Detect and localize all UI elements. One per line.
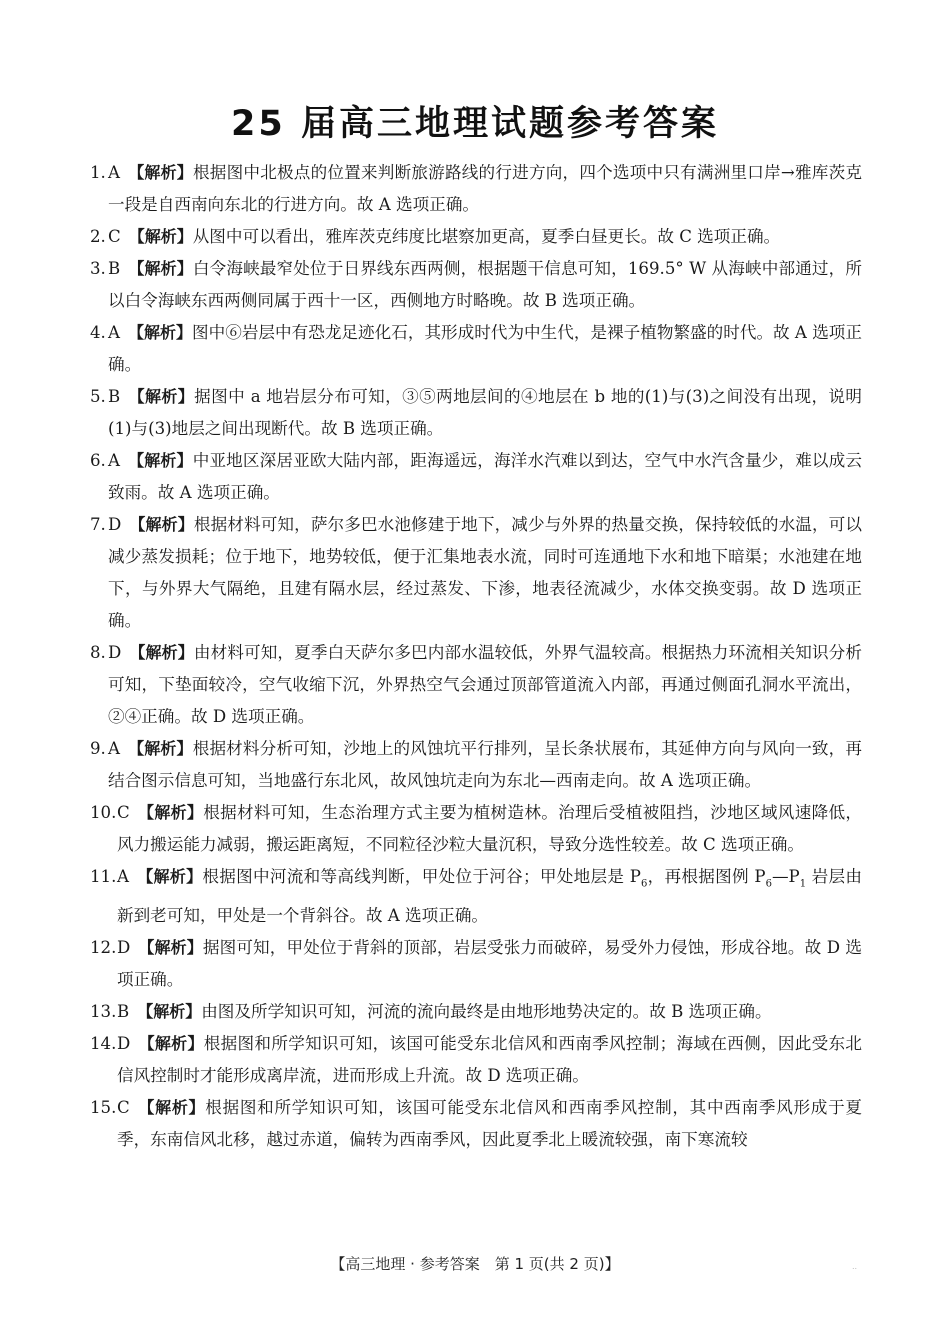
item-number: 12.: [90, 938, 117, 958]
item-number: 10.: [90, 803, 117, 822]
answer-letter: C: [108, 227, 121, 246]
answer-letter: D: [117, 1034, 131, 1054]
analysis-tag: 【解析】: [137, 1098, 206, 1118]
answer-letter: B: [108, 259, 121, 278]
item-number: 2.: [90, 227, 106, 246]
analysis-text: 根据图和所学知识可知，该国可能受东北信风和西南季风控制；海域在西侧，因此受东北信风控制时才能形成离岸流，进而形成上升流。故 D 选项正确。: [117, 1034, 862, 1086]
document-title: 25 届高三地理试题参考答案: [231, 104, 719, 144]
analysis-tag: 【解析】: [127, 163, 194, 182]
answer-letter: B: [108, 387, 121, 406]
analysis-text: 根据图和所学知识可知，该国可能受东北信风和西南季风控制，其中西南季风形成于夏季，东南信风北移，越过赤道，偏转为西南季风，因此夏季北上暖流较强，南下寒流较: [117, 1098, 862, 1150]
answer-item-15: [90, 1092, 862, 1156]
answer-letter: D: [108, 643, 122, 662]
analysis-text: 根据材料可知，萨尔多巴水池修建于地下，减少与外界的热量交换，保持较低的水温，可以减少蒸发损耗；位于地下，地势较低，便于汇集地表水流，同时可连通地下水和地下暗渠；水池建在地下，与外界大气隔绝，且建有隔水层，经过蒸发、下渗，地表径流减少，水体交换变弱。故 D 选项正确。: [108, 515, 862, 630]
analysis-tag: 【解析】: [137, 803, 204, 822]
analysis-text: 由材料可知，夏季白天萨尔多巴内部水温较低，外界气温较高。根据热力环流相关知识分析可知，下垫面较冷，空气收缩下沉，外界热空气会通过顶部管道流入内部，再通过侧面孔洞水平流出，②④正确。故 D 选项正确。: [108, 643, 862, 726]
answer-item-14: [90, 1028, 862, 1092]
analysis-tag: 【解析】: [129, 515, 194, 534]
answer-item-11: [90, 861, 862, 932]
analysis-text: 岩层由新到老可知，甲处是一个背斜谷。故 A 选项正确。: [117, 867, 862, 926]
answer-letter: A: [108, 163, 120, 182]
analysis-text: 图中⑥岩层中有恐龙足迹化石，其形成时代为中生代，是裸子植物繁盛的时代。故 A 选项正确。: [108, 323, 862, 374]
item-number: 7.: [90, 515, 106, 534]
analysis-tag: 【解析】: [128, 387, 195, 406]
analysis-tag: 【解析】: [127, 323, 193, 342]
item-number: 1.: [90, 163, 106, 182]
answer-letter: A: [108, 323, 120, 342]
answer-letter: A: [108, 739, 120, 758]
subscript: 1: [799, 878, 807, 890]
answer-item-4: [90, 317, 862, 381]
answer-item-3: [90, 253, 862, 317]
item-number: 11.: [90, 867, 117, 886]
answer-letter: A: [117, 867, 129, 886]
answer-item-6: [90, 445, 862, 509]
analysis-tag: 【解析】: [127, 739, 193, 758]
analysis-tag: 【解析】: [137, 1002, 202, 1022]
answer-item-5: [90, 381, 862, 445]
analysis-tag: 【解析】: [138, 1034, 204, 1054]
analysis-text: ，再根据图例 P: [647, 867, 766, 886]
answer-letter: D: [108, 515, 122, 534]
item-number: 13.: [90, 1002, 117, 1022]
analysis-text: 根据图中河流和等高线判断，甲处位于河谷；甲处地层是 P: [202, 867, 641, 886]
item-number: 3.: [90, 259, 106, 278]
analysis-text: 由图及所学知识可知，河流的流向最终是由地形地势决定的。故 B 选项正确。: [201, 1002, 772, 1022]
analysis-tag: 【解析】: [128, 227, 193, 246]
item-number: 6.: [90, 451, 106, 470]
analysis-text: 白令海峡最窄处位于日界线东西两侧，根据题干信息可知，169.5° W 从海峡中部通过，所以白令海峡东西两侧同属于西十一区，西侧地方时略晚。故 B 选项正确。: [108, 259, 862, 310]
item-number: 15.: [90, 1098, 117, 1118]
answer-item-9: [90, 733, 862, 797]
answer-item-7: [90, 509, 862, 637]
analysis-tag: 【解析】: [128, 259, 193, 278]
analysis-tag: 【解析】: [129, 643, 194, 662]
answer-item-2: [90, 221, 862, 253]
item-number: 9.: [90, 739, 106, 758]
answer-letter: A: [108, 451, 120, 470]
subscript: 6: [640, 878, 648, 890]
item-number: 8.: [90, 643, 106, 662]
answer-item-10: [90, 797, 862, 861]
analysis-text: 根据图中北极点的位置来判断旅游路线的行进方向，四个选项中只有满洲里口岸→雅库茨克一段是自西南向东北的行进方向。故 A 选项正确。: [108, 163, 862, 214]
answer-letter: D: [117, 938, 131, 958]
analysis-text: 据图中 a 地岩层分布可知，③⑤两地层间的④地层在 b 地的(1)与(3)之间没有出现，说明(1)与(3)地层之间出现断代。故 B 选项正确。: [108, 387, 862, 438]
page-footer: 【高三地理 · 参考答案 第 1 页(共 2 页)】: [330, 1255, 620, 1273]
analysis-tag: 【解析】: [138, 938, 203, 958]
answer-item-12: [90, 932, 862, 996]
item-number: 14.: [90, 1034, 117, 1054]
analysis-tag: 【解析】: [127, 451, 193, 470]
analysis-text: —P: [771, 867, 800, 886]
analysis-text: 从图中可以看出，雅库茨克纬度比堪察加更高，夏季白昼更长。故 C 选项正确。: [192, 227, 781, 246]
corner-mark: ..: [852, 1262, 858, 1271]
answer-list: [90, 157, 862, 1156]
answer-item-8: [90, 637, 862, 733]
answer-item-1: [90, 157, 862, 221]
answer-letter: B: [117, 1002, 130, 1022]
item-number: 4.: [90, 323, 106, 342]
analysis-text: 中亚地区深居亚欧大陆内部，距海遥远，海洋水汽难以到达，空气中水汽含量少，难以成云致雨。故 A 选项正确。: [108, 451, 862, 502]
analysis-text: 据图可知，甲处位于背斜的顶部，岩层受张力而破碎，易受外力侵蚀，形成谷地。故 D 选项正确。: [117, 938, 862, 990]
answer-letter: C: [117, 1098, 130, 1118]
analysis-text: 根据材料可知，生态治理方式主要为植树造林。治理后受植被阻挡，沙地区域风速降低，风力搬运能力减弱，搬运距离短，不同粒径沙粒大量沉积，导致分选性较差。故 C 选项正确。: [117, 803, 862, 854]
answer-item-13: [90, 996, 862, 1028]
analysis-text: 根据材料分析可知，沙地上的风蚀坑平行排列，呈长条状展布，其延伸方向与风向一致，再结合图示信息可知，当地盛行东北风，故风蚀坑走向为东北—西南走向。故 A 选项正确。: [108, 739, 862, 790]
answer-letter: C: [117, 803, 130, 822]
item-number: 5.: [90, 387, 106, 406]
subscript: 6: [765, 878, 772, 890]
analysis-tag: 【解析】: [136, 867, 203, 886]
